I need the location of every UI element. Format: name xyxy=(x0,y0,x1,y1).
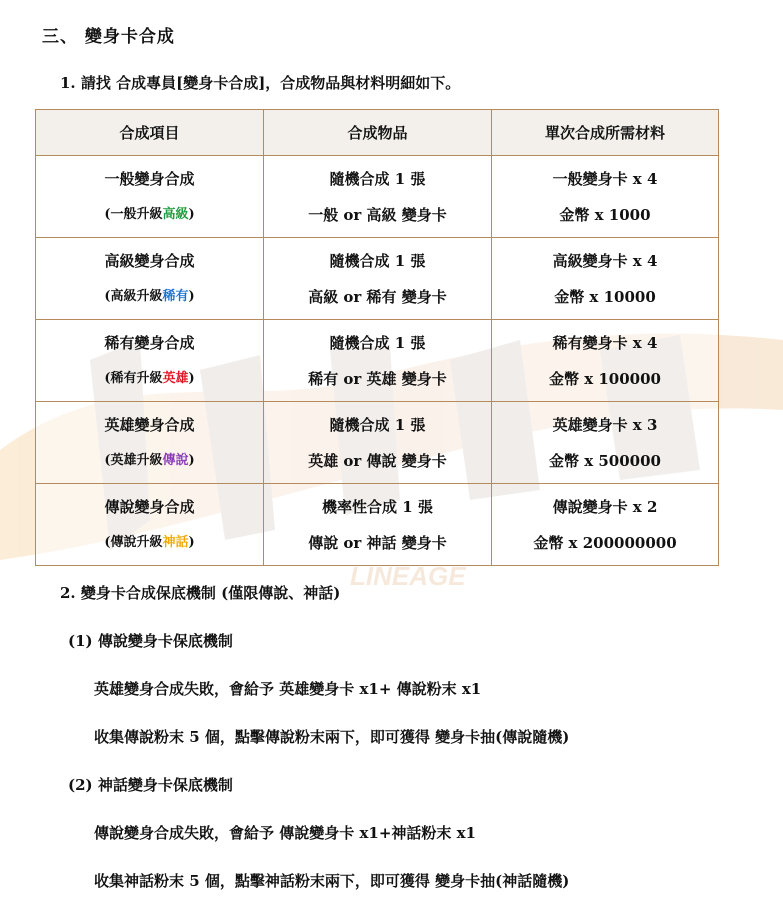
table-row xyxy=(36,484,719,566)
item-upgrade-note: (一般升級高級) xyxy=(104,206,195,222)
materials-cell xyxy=(492,320,719,402)
product-line-1: 機率性合成 1 張 xyxy=(322,497,433,516)
item-cell xyxy=(36,320,264,402)
item-cell xyxy=(36,484,264,566)
product-cell xyxy=(264,484,492,566)
product-line-2: 一般 or 高級 變身卡 xyxy=(308,205,447,224)
item-upgrade-note: (高級升級稀有) xyxy=(104,288,195,304)
page-title: 三、 變身卡合成 xyxy=(42,27,175,47)
materials-card: 英雄變身卡 x 3 xyxy=(552,415,658,434)
materials-card: 一般變身卡 x 4 xyxy=(552,169,658,188)
item-name: 高級變身合成 xyxy=(104,251,195,270)
item-cell xyxy=(36,238,264,320)
table-row xyxy=(36,156,719,238)
materials-card: 高級變身卡 x 4 xyxy=(552,251,658,270)
table-row xyxy=(36,320,719,402)
legend-pity-line-2: 收集傳說粉末 5 個，點擊傳說粉末兩下，即可獲得 變身卡抽(傳說隨機) xyxy=(94,728,570,746)
materials-card: 稀有變身卡 x 4 xyxy=(552,333,658,352)
product-cell xyxy=(264,238,492,320)
myth-pity-line-1: 傳說變身合成失敗，會給予 傳說變身卡 x1+神話粉末 x1 xyxy=(94,824,476,842)
item-name: 英雄變身合成 xyxy=(104,415,195,434)
materials-cell xyxy=(492,402,719,484)
product-line-2: 英雄 or 傳說 變身卡 xyxy=(308,451,447,470)
item-cell xyxy=(36,402,264,484)
materials-card: 傳說變身卡 x 2 xyxy=(552,497,658,516)
product-line-2: 稀有 or 英雄 變身卡 xyxy=(308,369,447,388)
item-name: 一般變身合成 xyxy=(104,169,195,188)
materials-cell xyxy=(492,238,719,320)
upgrade-tier: 高級 xyxy=(162,206,189,222)
product-line-1: 隨機合成 1 張 xyxy=(329,169,426,188)
legend-pity-heading: (1) 傳說變身卡保底機制 xyxy=(68,632,233,650)
product-line-2: 高級 or 稀有 變身卡 xyxy=(308,287,447,306)
synthesis-table xyxy=(35,109,719,566)
header-item: 合成項目 xyxy=(36,110,264,156)
materials-cell xyxy=(492,484,719,566)
table-row xyxy=(36,238,719,320)
item-upgrade-note: (傳說升級神話) xyxy=(104,534,195,550)
table-row xyxy=(36,402,719,484)
materials-gold: 金幣 x 10000 xyxy=(554,287,656,306)
section-2-heading: 2. 變身卡合成保底機制 (僅限傳說、神話) xyxy=(60,584,341,602)
item-cell xyxy=(36,156,264,238)
product-cell xyxy=(264,402,492,484)
section-1-heading: 1. 請找 合成專員[變身卡合成]，合成物品與材料明細如下。 xyxy=(60,74,461,92)
myth-pity-heading: (2) 神話變身卡保底機制 xyxy=(68,776,233,794)
materials-gold: 金幣 x 500000 xyxy=(548,451,661,470)
materials-gold: 金幣 x 100000 xyxy=(548,369,661,388)
item-name: 稀有變身合成 xyxy=(104,333,195,352)
upgrade-tier: 傳說 xyxy=(162,452,189,468)
product-line-1: 隨機合成 1 張 xyxy=(329,415,426,434)
materials-gold: 金幣 x 200000000 xyxy=(533,533,677,552)
upgrade-tier: 神話 xyxy=(162,534,189,550)
header-product: 合成物品 xyxy=(264,110,492,156)
legend-pity-line-1: 英雄變身合成失敗，會給予 英雄變身卡 x1+ 傳說粉末 x1 xyxy=(94,680,482,698)
table-header-row xyxy=(36,110,719,156)
myth-pity-line-2: 收集神話粉末 5 個，點擊神話粉末兩下，即可獲得 變身卡抽(神話隨機) xyxy=(94,872,570,890)
item-upgrade-note: (稀有升級英雄) xyxy=(104,370,195,386)
upgrade-tier: 稀有 xyxy=(162,288,189,304)
product-line-2: 傳說 or 神話 變身卡 xyxy=(308,533,447,552)
watermark-text: LINEAGE xyxy=(350,561,466,591)
item-upgrade-note: (英雄升級傳說) xyxy=(104,452,195,468)
item-name: 傳說變身合成 xyxy=(104,497,195,516)
product-cell xyxy=(264,156,492,238)
materials-gold: 金幣 x 1000 xyxy=(559,205,651,224)
product-line-1: 隨機合成 1 張 xyxy=(329,333,426,352)
upgrade-tier: 英雄 xyxy=(162,370,189,386)
materials-cell xyxy=(492,156,719,238)
header-materials: 單次合成所需材料 xyxy=(492,110,719,156)
product-cell xyxy=(264,320,492,402)
product-line-1: 隨機合成 1 張 xyxy=(329,251,426,270)
